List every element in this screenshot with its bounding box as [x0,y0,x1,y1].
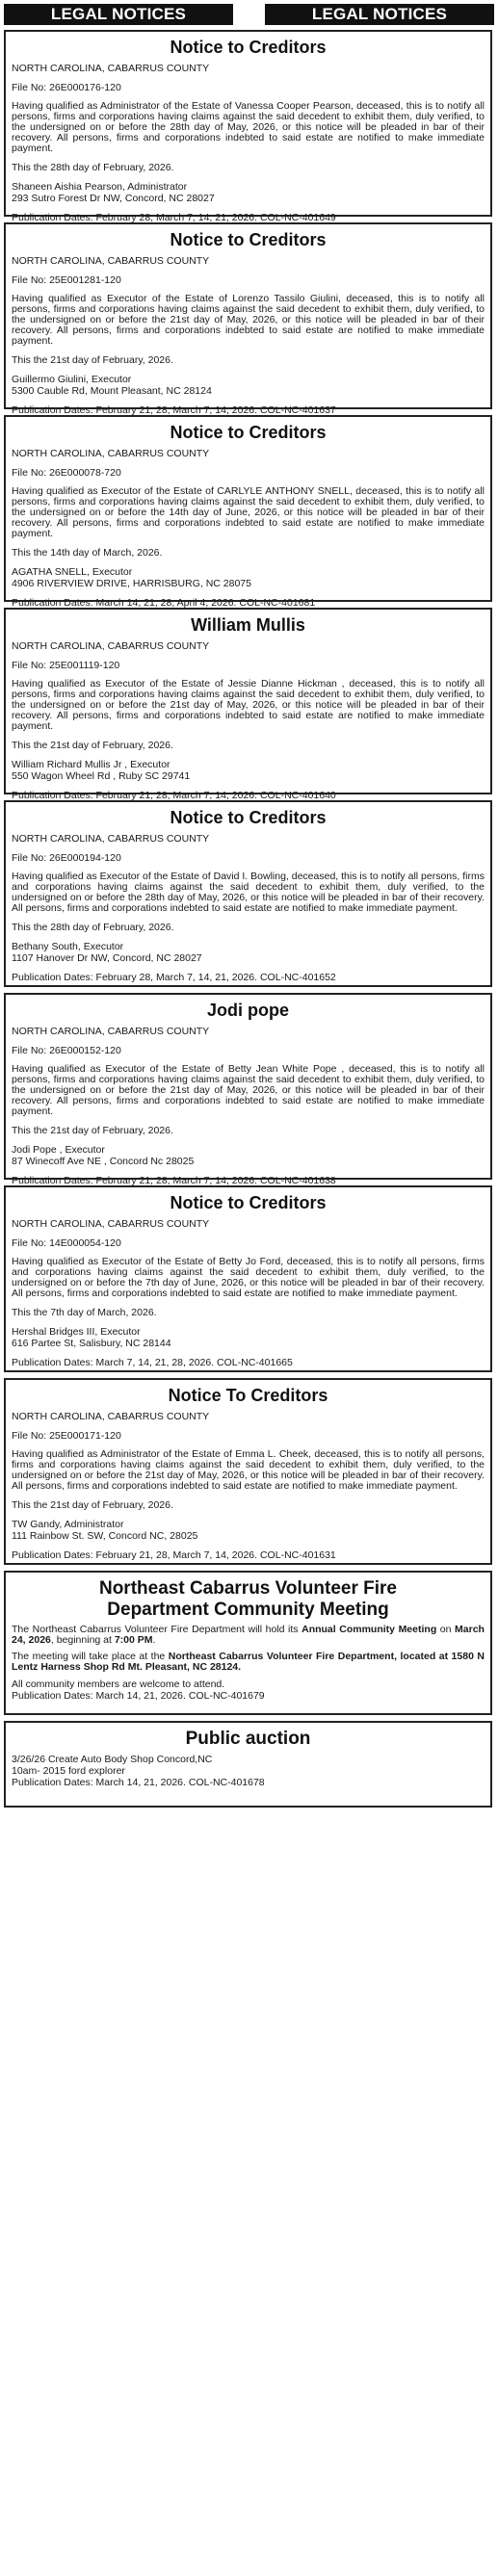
legal-notice [4,800,492,987]
notice-file-number: File No: 25E000171-120 [12,1430,121,1442]
notice-file-number: File No: 26E000176-120 [12,82,121,93]
auction-line-1: 3/26/26 Create Auto Body Shop Concord,NC [12,1754,213,1765]
notice-county: NORTH CAROLINA, CABARRUS COUNTY [12,640,210,652]
signer-name: William Richard Mullis Jr , Executor [12,759,170,770]
notice-signature [12,374,485,397]
page-header [4,4,494,25]
notice-file-number: File No: 26E000152-120 [12,1045,121,1056]
notice-title: Notice to Creditors [170,38,327,57]
meeting-footer [12,1678,485,1702]
notice-body: Having qualified as Administrator of the Estate of Vanessa Cooper Pearson, deceased, this is to notify all persons, firms and corporations having claims against the said decedent to exhibit them, duly verified, to the undersigned on or before the 28th day of May, 2026, or this notice will be pleaded in bar of their recovery. All persons, firms and corporations indebted to said estate are notified to make immediate payment. [12,100,485,154]
legal-notice [4,30,492,223]
notice-county: NORTH CAROLINA, CABARRUS COUNTY [12,255,210,267]
notice-date: This the 21st day of February, 2026. [12,354,173,366]
publication-dates: Publication Dates: February 21, 28, March 7, 14, 2026. COL-NC-401638 [12,1175,336,1186]
notice-signature [12,759,485,782]
notice-body: Having qualified as Executor of the Estate of CARLYLE ANTHONY SNELL, deceased, this is to notify all persons, firms and corporations having claims against the said decedent to exhibit them, duly verified, to the undersigned on or before the 14th day of June, 2026, or this notice will be pleaded in bar of their recovery. All persons, firms and corporations indebted to said estate are notified to make immediate payment. [12,485,485,539]
notice-county: NORTH CAROLINA, CABARRUS COUNTY [12,1411,210,1422]
text-run: The Northeast Cabarrus Volunteer Fire Department will hold its [12,1624,302,1635]
meeting-announcement [12,1625,485,1646]
notice-body: Having qualified as Executor of the Estate of Jessie Dianne Hickman , deceased, this is to notify all persons, firms and corporations having claims against the said decedent to exhibit them, duly verified, to the undersigned on or before the 21st day of May, 2026, or this notice will be pleaded in bar of their recovery. All persons, firms and corporations indebted to said estate are notified to make immediate payment. [12,678,485,732]
signer-address: 87 Winecoff Ave NE , Concord Nc 28025 [12,1156,195,1167]
signer-address: 293 Sutro Forest Dr NW, Concord, NC 28027 [12,193,215,204]
notice-signature [12,566,485,589]
event-name: Annual Community Meeting [301,1624,437,1635]
notice-title: Notice to Creditors [170,808,327,827]
notice-date: This the 21st day of February, 2026. [12,1499,173,1511]
notice-body: Having qualified as Administrator of the Estate of Emma L. Cheek, deceased, this is to notify all persons, firms and corporations having claims against the said decedent to exhibit them, duly verified, to the undersigned on or before the 21st day of May, 2026, or this notice will be pleaded in bar of their recovery. All persons, firms and corporations indebted to said estate are notified to make immediate payment. [12,1448,485,1492]
section-label-left: LEGAL NOTICES [4,4,233,25]
signer-address: 616 Partee St, Salisbury, NC 28144 [12,1338,171,1349]
notice-file-number: File No: 26E000078-720 [12,467,121,479]
notice-body: Having qualified as Executor of the Estate of Betty Jean White Pope , deceased, this is to notify all persons, firms and corporations having claims against the said decedent to exhibit them, duly verified, to the undersigned on or before the 21st day of May, 2026, or this notice will be pleaded in bar of their recovery. All persons, firms and corporations indebted to said estate are notified to make immediate payment. [12,1063,485,1117]
auction-line-2: 10am- 2015 ford explorer [12,1765,125,1777]
notice-date: This the 28th day of February, 2026. [12,162,174,173]
notice-file-number: File No: 25E001281-120 [12,274,121,286]
section-label-right: LEGAL NOTICES [265,4,494,25]
event-address: Northeast Cabarrus Volunteer Fire Department, located at 1580 N Lentz Harness Shop Rd Mt. Pleasant, NC 28124. [12,1651,485,1673]
notice-county: NORTH CAROLINA, CABARRUS COUNTY [12,1218,210,1230]
notice-file-number: File No: 26E000194-120 [12,852,121,864]
event-date: March 24, 2026 [12,1624,485,1646]
notice-title: Notice to Creditors [170,1193,327,1212]
notice-signature [12,1326,485,1349]
auction-title: Public auction [185,1729,311,1749]
signer-address: 1107 Hanover Dr NW, Concord, NC 28027 [12,952,202,964]
notice-title: William Mullis [191,615,305,635]
signer-name: AGATHA SNELL, Executor [12,566,133,578]
signer-address: 550 Wagon Wheel Rd , Ruby SC 29741 [12,770,191,782]
notice-signature [12,1144,485,1167]
notice-body: Having qualified as Executor of the Estate of David I. Bowling, deceased, this is to notify all persons, firms and corporations having claims against the said decedent to exhibit them, duly verified, to the undersigned on or before the 28th day of May, 2026, or this notice will be pleaded in bar of their recovery. All persons, firms and corporations indebted to said estate are notified to make immediate payment. [12,871,485,914]
text-run: on [436,1624,456,1635]
notice-file-number: File No: 25E001119-120 [12,660,120,671]
publication-dates: Publication Dates: March 14, 21, 28, April 4, 2026. COL-NC-401681 [12,597,316,609]
publication-dates: Publication Dates: March 7, 14, 21, 28, 2026. COL-NC-401665 [12,1357,293,1368]
legal-notice [4,415,492,609]
signer-address: 111 Rainbow St. SW, Concord NC, 28025 [12,1530,198,1542]
community-meeting-notice [4,1571,492,1715]
signer-name: Guillermo Giulini, Executor [12,374,132,385]
notice-file-number: File No: 14E000054-120 [12,1237,121,1249]
meeting-title-line-1: Northeast Cabarrus Volunteer Fire [98,1578,397,1599]
notice-signature [12,181,485,204]
legal-notice [4,993,492,1186]
notice-county: NORTH CAROLINA, CABARRUS COUNTY [12,1026,210,1037]
signer-name: Jodi Pope , Executor [12,1144,105,1156]
notice-date: This the 21st day of February, 2026. [12,740,173,751]
notice-title: Notice To Creditors [168,1386,328,1405]
publication-dates: Publication Dates: March 14, 21, 2026. COL-NC-401679 [12,1690,265,1702]
notice-body: Having qualified as Executor of the Estate of Lorenzo Tassilo Giulini, deceased, this is to notify all persons, firms and corporations having claims against the said decedent to exhibit them, duly verified, to the undersigned on or before the 21st day of May, 2026, or this notice will be pleaded in bar of their recovery. All persons, firms and corporations indebted to said estate are notified to make immediate payment. [12,293,485,347]
signer-address: 5300 Cauble Rd, Mount Pleasant, NC 28124 [12,385,212,397]
text-run: . [152,1634,156,1646]
notice-date: This the 21st day of February, 2026. [12,1125,173,1136]
text-run: , beginning at [50,1634,115,1646]
notice-title: Notice to Creditors [170,423,327,442]
legal-notice [4,1185,492,1372]
notice-date: This the 14th day of March, 2026. [12,547,163,559]
meeting-location [12,1652,485,1673]
notice-body: Having qualified as Executor of the Estate of Betty Jo Ford, deceased, this is to notify all persons, firms and corporations having claims against the said decedent to exhibit them, duly verified, to the undersigned on or before the 7th day of June, 2026, or this notice will be pleaded in bar of their recovery. All persons, firms and corporations indebted to said estate are notified to make immediate payment. [12,1256,485,1299]
publication-dates: Publication Dates: February 28, March 7, 14, 21, 2026. COL-NC-401652 [12,972,336,983]
signer-name: Hershal Bridges III, Executor [12,1326,141,1338]
meeting-title [12,1578,485,1621]
meeting-title-line-2: Department Community Meeting [107,1600,389,1620]
publication-dates: Publication Dates: February 21, 28, March 7, 14, 2026. COL-NC-401637 [12,404,336,416]
publication-dates: Publication Dates: February 28, March 7, 14, 21, 2026. COL-NC-401649 [12,212,336,223]
notice-signature [12,941,485,964]
notice-title: Notice to Creditors [170,230,327,249]
event-time: 7:00 PM [114,1634,153,1646]
notice-date: This the 28th day of February, 2026. [12,922,174,933]
legal-notice [4,608,492,801]
publication-dates: Publication Dates: March 14, 21, 2026. COL-NC-401678 [12,1777,265,1788]
auction-details [12,1754,485,1788]
meeting-welcome: All community members are welcome to attend. [12,1678,225,1690]
notice-county: NORTH CAROLINA, CABARRUS COUNTY [12,833,210,845]
notice-date: This the 7th day of March, 2026. [12,1307,157,1318]
legal-notice [4,1378,492,1565]
publication-dates: Publication Dates: February 21, 28, March 7, 14, 2026. COL-NC-401631 [12,1549,336,1561]
notice-county: NORTH CAROLINA, CABARRUS COUNTY [12,63,210,74]
signer-name: Shaneen Aishia Pearson, Administrator [12,181,188,193]
signer-name: TW Gandy, Administrator [12,1519,124,1530]
signer-name: Bethany South, Executor [12,941,124,952]
legal-notice [4,222,492,416]
signer-address: 4906 RIVERVIEW DRIVE, HARRISBURG, NC 28075 [12,578,251,589]
public-auction-notice [4,1721,492,1808]
notice-county: NORTH CAROLINA, CABARRUS COUNTY [12,448,210,459]
text-run: The meeting will take place at the [12,1651,169,1662]
notice-title: Jodi pope [207,1001,289,1020]
publication-dates: Publication Dates: February 21, 28, March 7, 14, 2026. COL-NC-401640 [12,790,336,801]
notice-signature [12,1519,485,1542]
